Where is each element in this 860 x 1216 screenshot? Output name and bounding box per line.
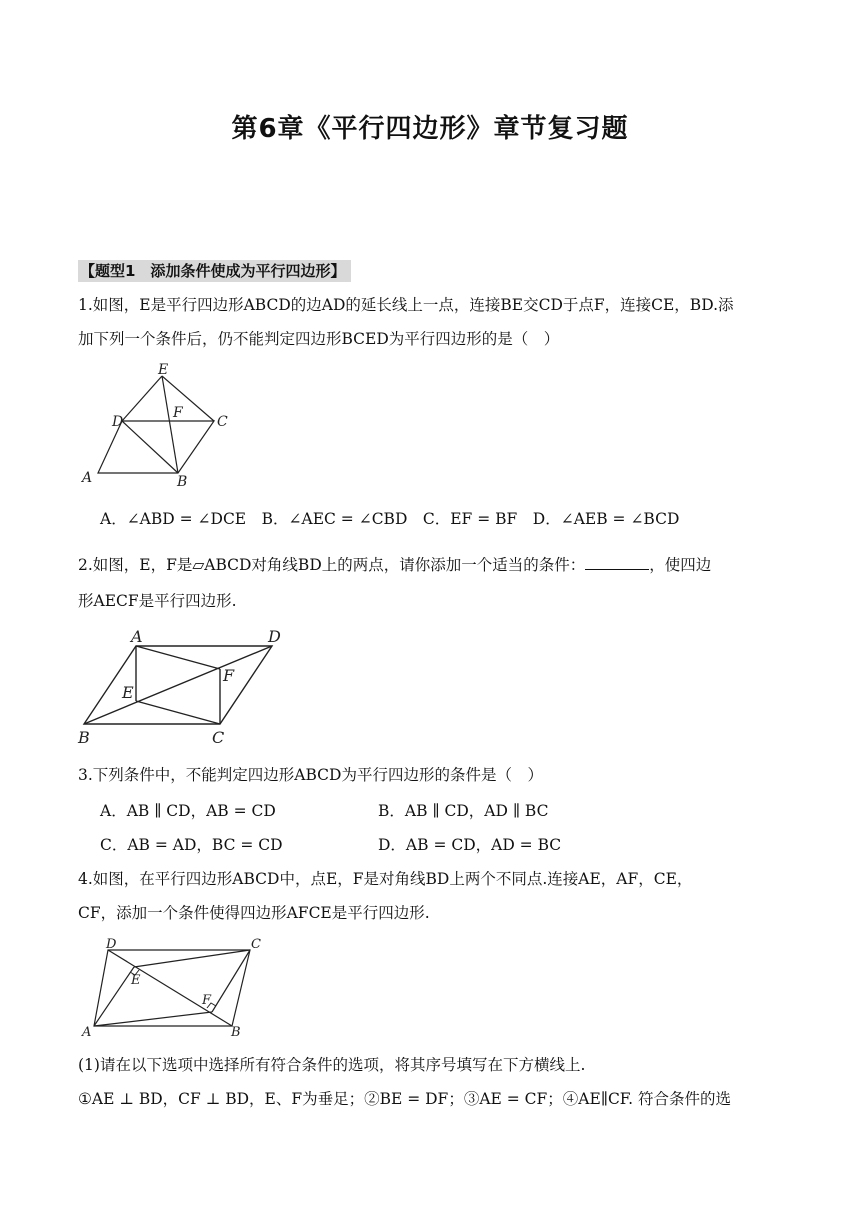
q4-label-e: E [131,973,141,988]
q1-label-e: E [158,362,169,378]
q1-segment-ec [162,376,214,421]
q2-label-e: E [122,683,134,702]
q1-label-b: B [177,474,188,490]
q2-label-d: D [268,627,281,646]
q1-label-f: F [173,405,183,421]
q1-options: A．∠ABD = ∠DCE B．∠AEC = ∠CBD C．EF = BF D．∠AEB = ∠BCD [100,510,680,528]
q4-label-a: A [82,1025,92,1040]
q4-segment-fc [212,950,250,1012]
q2-stem-line2: 形AECF是平行四边形. [78,592,237,610]
section-heading: 【题型1 添加条件使成为平行四边形】 [78,260,351,282]
q4-sub1: (1)请在以下选项中选择所有符合条件的选项，将其序号填写在下方横线上. [78,1056,586,1074]
q2-figure [76,624,296,750]
q1-segment-db [122,421,178,473]
q1-stem-line2: 加下列一个条件后，仍不能判定四边形BCED为平行四边形的是（ ） [78,330,560,348]
q4-segment-ec [134,950,250,967]
q1-segment-de [122,376,162,421]
q1-label-c: C [217,414,228,430]
q2-label-c: C [212,728,225,747]
q2-stem-line1 [78,554,711,576]
q4-sub1-options: ①AE ⊥ BD，CF ⊥ BD，E、F为垂足；②BE = DF；③AE = CF；④AE∥CF. 符合条件的选 [78,1090,731,1108]
q4-label-d: D [106,937,117,952]
q3-stem: 3.下列条件中，不能判定四边形ABCD为平行四边形的条件是（ ） [78,766,543,784]
q1-stem-line1: 1.如图，E是平行四边形ABCD的边AD的延长线上一点，连接BE交CD于点F，连接CE，BD.添 [78,296,734,314]
q4-label-f: F [202,993,212,1008]
q2-segment-ec [136,701,220,724]
document-title: 第6章《平行四边形》章节复习题 [231,114,629,144]
q2-segment-af [136,646,220,669]
q2-label-a: A [131,627,143,646]
q2-answer-blank[interactable] [585,555,649,570]
q4-figure [78,932,268,1042]
q1-label-a: A [82,470,93,486]
q3-option-d: D．AB = CD，AD = BC [378,836,562,854]
q4-label-c: C [251,937,261,952]
q4-stem-line2: CF，添加一个条件使得四边形AFCE是平行四边形. [78,904,430,922]
q4-stem-line1: 4.如图，在平行四边形ABCD中，点E，F是对角线BD上两个不同点.连接AE，AF，CE， [78,870,693,888]
q1-label-d: D [112,414,124,430]
q2-label-f: F [223,666,235,685]
q1-figure [78,360,238,490]
q4-segment-af [94,1012,212,1026]
q4-label-b: B [231,1025,241,1040]
q3-option-a: A．AB ∥ CD，AB = CD [100,802,276,820]
q2-label-b: B [78,728,90,747]
q3-option-c: C．AB = AD，BC = CD [100,836,283,854]
q3-option-b: B．AB ∥ CD，AD ∥ BC [378,802,549,820]
q2-stem-part1: 2.如图，E，F是▱ABCD对角线BD上的两点，请你添加一个适当的条件： [78,556,586,574]
q1-segment-eb [162,376,178,473]
q2-stem-part2: ，使四边 [649,556,712,574]
